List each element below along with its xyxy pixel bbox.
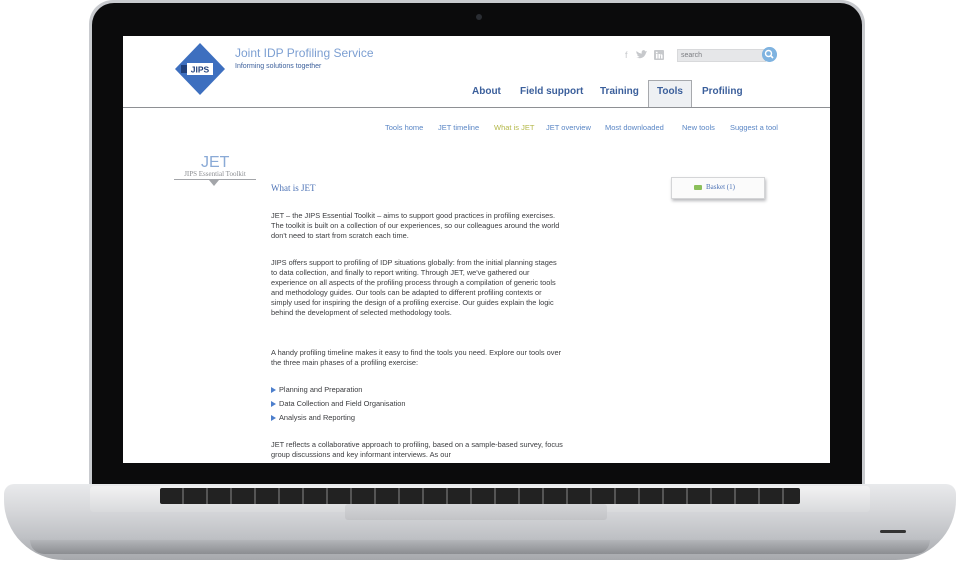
paragraph-timeline: A handy profiling timeline makes it easy to find the tools you need. Explore our tools over the three main phases of a profiling exercise: xyxy=(271,348,562,367)
webcam xyxy=(476,14,482,20)
bullet-arrow-icon xyxy=(271,387,276,393)
linkedin-icon[interactable] xyxy=(654,50,664,60)
subnav-what-is-jet[interactable]: What is JET xyxy=(494,123,535,132)
search-input[interactable]: search xyxy=(677,49,766,62)
bullet-arrow-icon xyxy=(271,401,276,407)
basket-icon xyxy=(694,185,702,190)
subnav-jet-timeline[interactable]: JET timeline xyxy=(438,123,480,132)
basket-button[interactable] xyxy=(671,177,765,199)
paragraph-support: JIPS offers support to profiling of IDP situations globally: from the initial planning stages to data collection, and finally to report writing. Through JET, we've gathered our experience on all aspects of the profiling process through a compilation of generic tools and methodology guides. Our tools can be adapted to different profiling contexts or simply used for inspiring the design of a profiling exercise. Our guides explain the logic behind the development of selected methodology tools. xyxy=(271,258,557,317)
nav-about[interactable]: About xyxy=(472,86,501,97)
trackpad xyxy=(345,504,607,520)
phase-label: Data Collection and Field Organisation xyxy=(279,399,406,408)
paragraph-intro: JET – the JIPS Essential Toolkit – aims to support good practices in profiling exercises. The toolkit is built on a collection of our experiences, so our colleagues around the world don't need to start from scratch each time. xyxy=(271,211,560,240)
nav-training[interactable]: Training xyxy=(600,86,639,97)
chevron-down-icon xyxy=(209,180,219,186)
logo-text: JIPS xyxy=(190,64,210,75)
power-indicator xyxy=(880,530,906,533)
basket-label: Basket (1) xyxy=(706,183,735,191)
subnav-most-downloaded[interactable]: Most downloaded xyxy=(605,123,664,132)
sidebar-jet-subtitle: JIPS Essential Toolkit xyxy=(184,170,246,178)
bullet-arrow-icon xyxy=(271,415,276,421)
nav-tools[interactable]: Tools xyxy=(657,86,683,97)
search-icon[interactable] xyxy=(762,47,777,62)
subnav-new-tools[interactable]: New tools xyxy=(682,123,715,132)
paragraph-collaborative: JET reflects a collaborative approach to profiling, based on a sample-based survey, focus group discussions and key informant interviews. As our xyxy=(271,440,563,459)
laptop-front-edge xyxy=(30,540,930,554)
nav-field-support[interactable]: Field support xyxy=(520,86,584,97)
nav-profiling[interactable]: Profiling xyxy=(702,86,743,97)
phase-label: Planning and Preparation xyxy=(279,385,363,394)
subnav-suggest-a-tool[interactable]: Suggest a tool xyxy=(730,123,778,132)
sidebar-jet-title: JET xyxy=(201,154,230,171)
list-item[interactable] xyxy=(271,399,406,408)
site-tagline: Informing solutions together xyxy=(235,63,322,70)
subnav-tools-home[interactable]: Tools home xyxy=(385,123,424,132)
site-title[interactable]: Joint IDP Profiling Service xyxy=(235,46,374,60)
keyboard xyxy=(160,488,800,504)
list-item[interactable] xyxy=(271,385,362,394)
page-title: What is JET xyxy=(271,183,316,193)
twitter-icon[interactable] xyxy=(635,49,648,60)
nav-divider xyxy=(123,107,830,108)
jips-logo[interactable] xyxy=(173,41,227,97)
phase-label: Analysis and Reporting xyxy=(279,413,356,422)
subnav-jet-overview[interactable]: JET overview xyxy=(546,123,591,132)
list-item[interactable] xyxy=(271,413,355,422)
browser-screen xyxy=(123,36,830,463)
facebook-icon[interactable]: f xyxy=(625,50,628,60)
